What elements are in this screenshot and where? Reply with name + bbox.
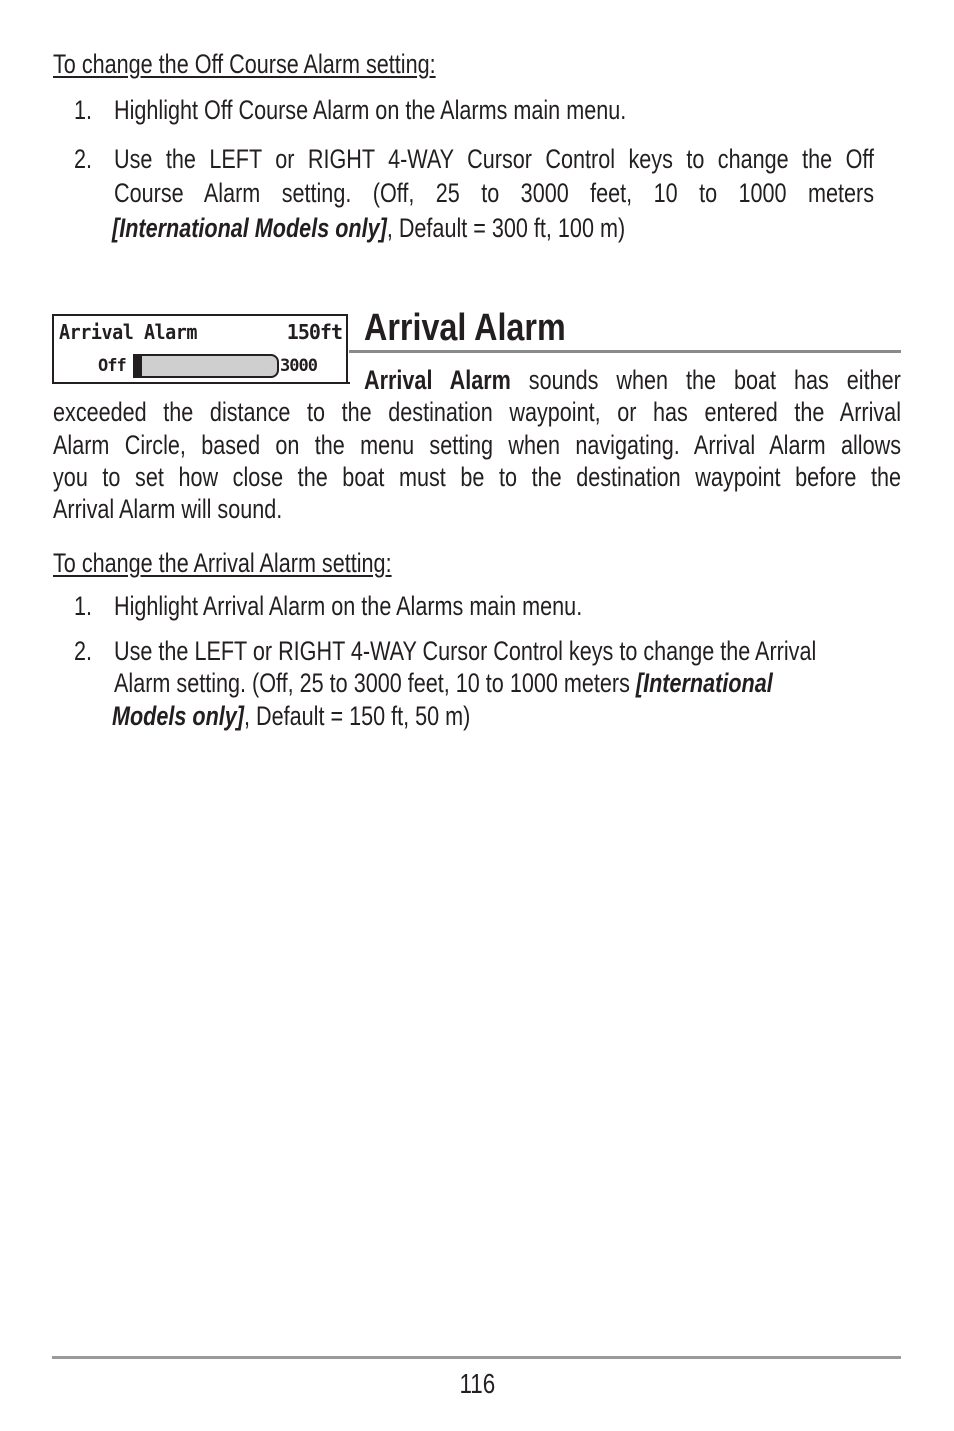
step-number: 1. bbox=[74, 95, 93, 125]
off-course-heading: To change the Off Course Alarm setting: bbox=[53, 49, 436, 79]
arrival-line2: exceeded the distance to the destination waypoint, or has entered the Arrival bbox=[53, 397, 901, 427]
international-note-cont: Models only] bbox=[112, 701, 245, 731]
step-number: 2. bbox=[74, 636, 93, 666]
widget-value: 150ft bbox=[286, 320, 342, 344]
arrival-step2-line1: Use the LEFT or RIGHT 4-WAY Cursor Control keys to change the Arrival bbox=[114, 636, 817, 666]
arrival-setting-heading: To change the Arrival Alarm setting: bbox=[53, 548, 392, 578]
page-number: 116 bbox=[459, 1368, 495, 1399]
arrival-line3: Alarm Circle, based on the menu setting when navigating. Arrival Alarm allows bbox=[53, 430, 901, 460]
widget-min-label: Off bbox=[98, 356, 126, 376]
off-course-step2-line2: Course Alarm setting. (Off, 25 to 3000 feet, 10 to 1000 meters bbox=[114, 178, 874, 208]
off-course-step2-line3 bbox=[112, 212, 625, 244]
off-course-step1: Highlight Off Course Alarm on the Alarms main menu. bbox=[114, 95, 627, 125]
arrival-step2-line2-plain: Alarm setting. (Off, 25 to 3000 feet, 10 to 1000 meters bbox=[114, 668, 630, 698]
arrival-intro-rest: sounds when the boat has either bbox=[528, 365, 901, 395]
default-value-text: , Default = 150 ft, 50 m) bbox=[244, 701, 471, 731]
international-note: [International Models only] bbox=[112, 213, 387, 243]
widget-baseline bbox=[52, 382, 350, 384]
step-number: 1. bbox=[74, 591, 93, 621]
default-value-text: , Default = 300 ft, 100 m) bbox=[386, 213, 626, 243]
section-heading: Arrival Alarm bbox=[364, 307, 566, 349]
off-course-step2-line1: Use the LEFT or RIGHT 4-WAY Cursor Control keys to change the Off bbox=[114, 144, 874, 174]
arrival-step2-line2 bbox=[114, 667, 773, 699]
arrival-line5: Arrival Alarm will sound. bbox=[53, 494, 283, 524]
widget-max-label: 3000 bbox=[280, 356, 317, 376]
heading-rule bbox=[349, 350, 901, 353]
arrival-alarm-menu-widget bbox=[52, 314, 348, 384]
widget-title: Arrival Alarm bbox=[59, 320, 198, 344]
footer-rule bbox=[52, 1356, 901, 1359]
arrival-step2-line3 bbox=[112, 700, 470, 732]
arrival-intro-line1 bbox=[364, 364, 901, 396]
widget-slider-fill bbox=[135, 356, 142, 376]
arrival-line4: you to set how close the boat must be to the destination waypoint before the bbox=[53, 462, 901, 492]
widget-slider-track bbox=[133, 354, 279, 378]
step-number: 2. bbox=[74, 144, 93, 174]
international-note: [International bbox=[635, 668, 773, 698]
arrival-step1: Highlight Arrival Alarm on the Alarms main menu. bbox=[114, 591, 583, 621]
arrival-intro-bold: Arrival Alarm bbox=[364, 365, 511, 395]
